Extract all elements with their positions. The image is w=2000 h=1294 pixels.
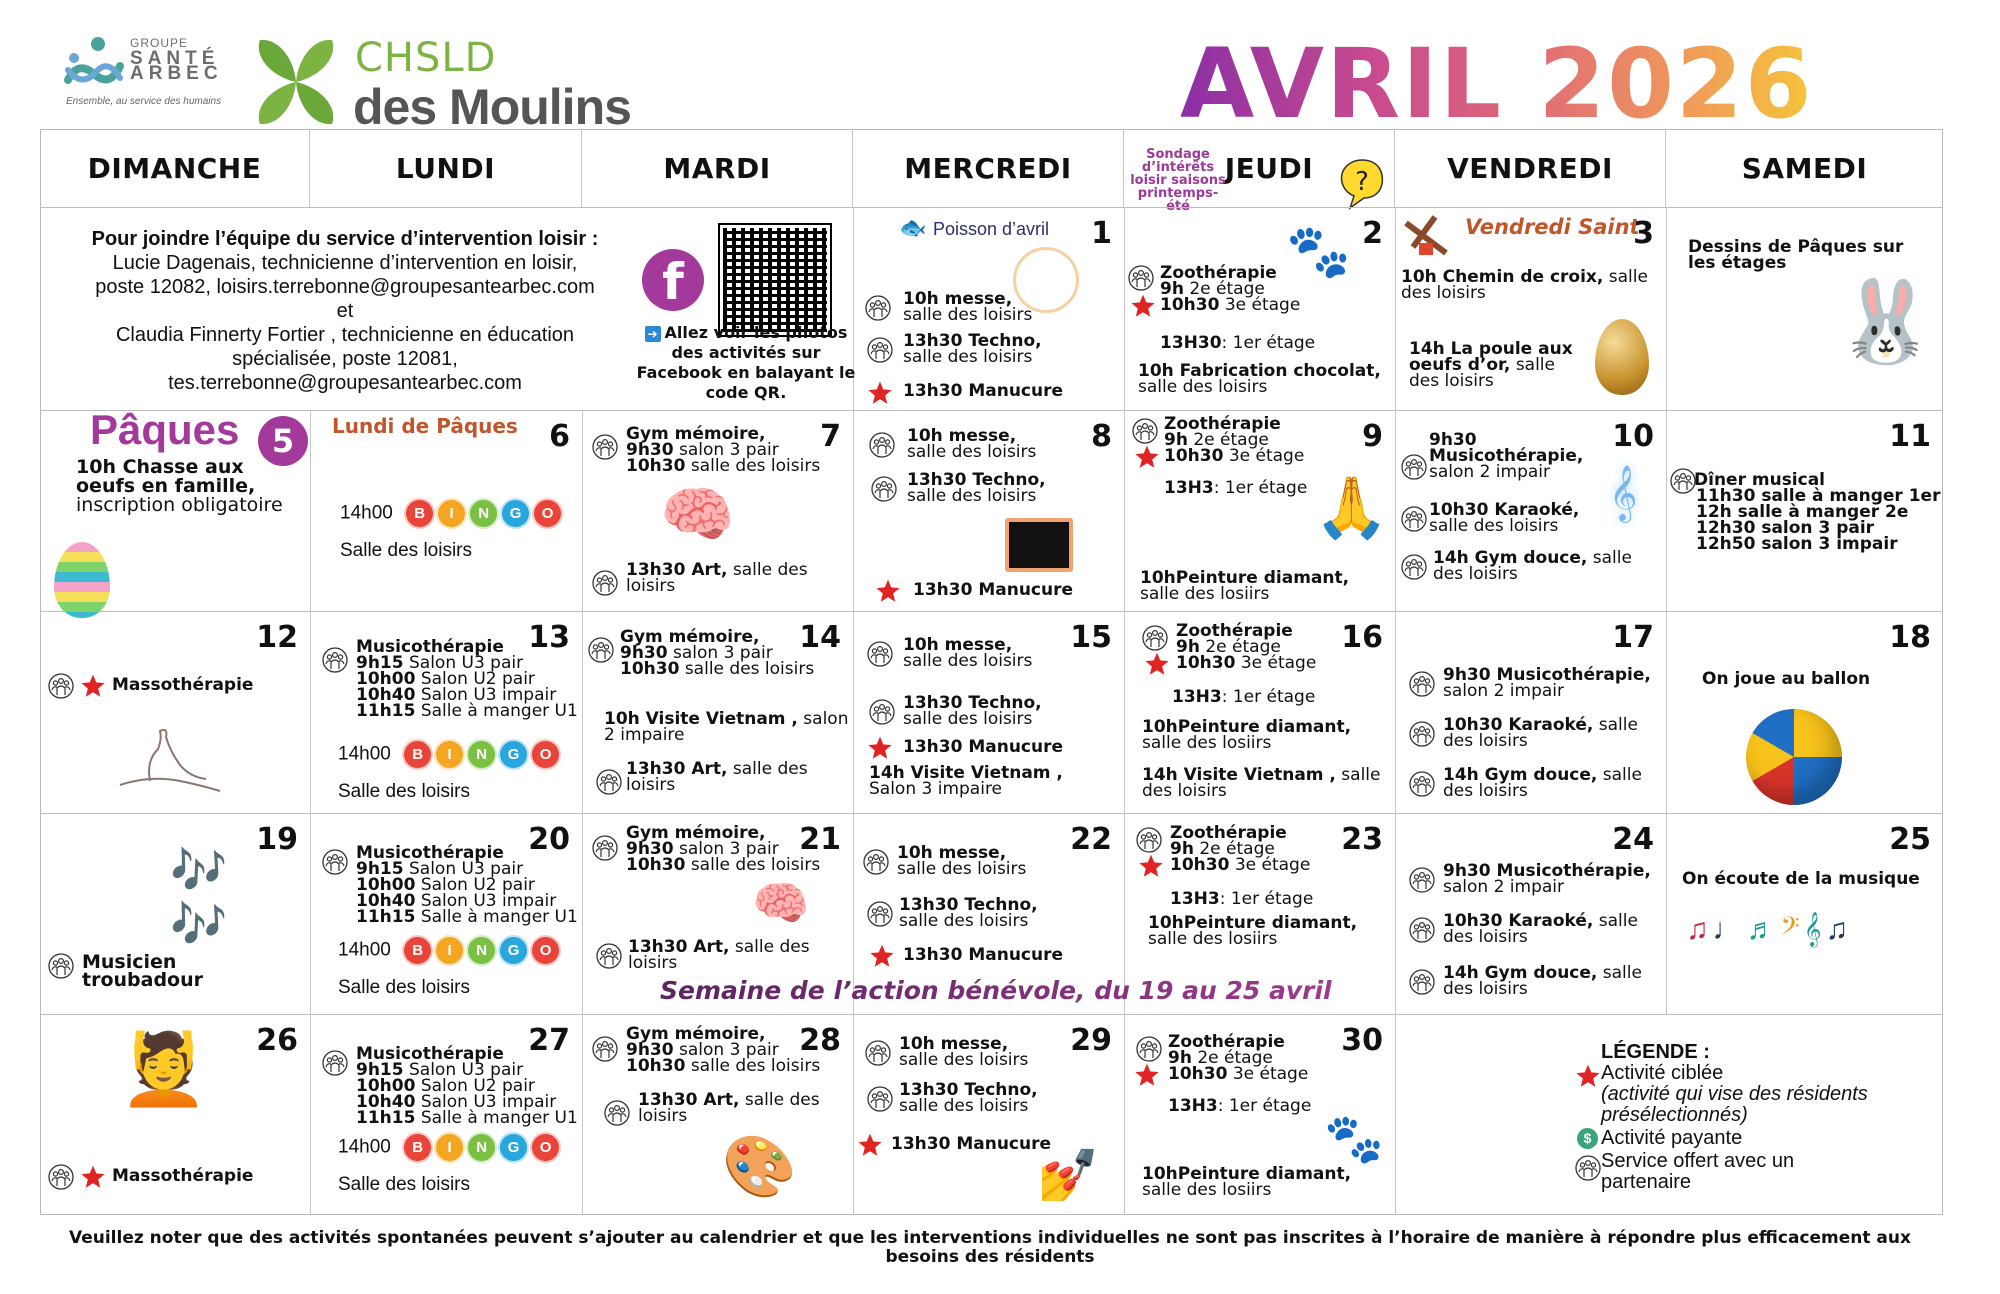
survey-note: Sondage d’intérêts loisir saisons printemps-été	[1130, 147, 1226, 214]
paw-print-icon: 🐾	[1324, 1113, 1384, 1166]
facility-name-line1: CHSLD	[355, 35, 497, 81]
day-number: 7	[820, 419, 841, 454]
event-art: 13h30 Art, salle des loisirs	[638, 1090, 820, 1126]
bingo-event: 14h00 B I N G O	[338, 1132, 561, 1163]
event-ballon: On joue au ballon	[1702, 669, 1871, 689]
star-icon	[1130, 293, 1156, 319]
day-cell-17	[1395, 611, 1666, 813]
day-cell-4	[1666, 207, 1943, 410]
day-cell-30	[1124, 1014, 1395, 1215]
day-cell-10	[1395, 410, 1666, 611]
day-cell-1	[853, 207, 1124, 410]
bingo-room: Salle des loisirs	[338, 781, 470, 802]
day-number: 16	[1341, 620, 1383, 655]
golden-egg-icon	[1595, 319, 1649, 395]
partner-icon	[588, 637, 614, 663]
event-gym-memoire: Gym mémoire, 9h30 salon 3 pair 10h30 salle des loisirs	[626, 424, 821, 476]
partner-icon	[1575, 1155, 1601, 1181]
partner-icon	[1136, 827, 1162, 853]
day-cell-9	[1124, 410, 1395, 611]
event-zootherapie: Zoothérapie 9h 2e étage 10h30 3e étage	[1160, 263, 1301, 315]
event-musicotherapie: Musicothérapie 9h15 Salon U3 pair 10h00 Salon U2 pair 10h40 Salon U3 impair 11h15 Salle à manger U1	[356, 637, 578, 721]
day-header-wednesday: MERCREDI	[853, 129, 1124, 207]
partner-icon	[871, 476, 897, 502]
partner-icon	[1136, 1036, 1162, 1062]
event-zootherapie-afternoon: 13H3: 1er étage	[1172, 687, 1316, 707]
day-header-monday: LUNDI	[310, 129, 582, 207]
question-bubble-icon	[1338, 158, 1386, 210]
legend-paid: $ Activité payante	[1575, 1128, 1875, 1149]
day-number: 18	[1889, 620, 1931, 655]
bingo-room: Salle des loisirs	[338, 977, 470, 998]
partner-icon	[1409, 771, 1435, 797]
brain-lifting-icon: 🧠	[752, 877, 810, 929]
event-techno: 13h30 Techno, salle des loisirs	[903, 331, 1042, 367]
day-number: 13	[528, 620, 570, 655]
day-number: 10	[1612, 419, 1654, 454]
event-zootherapie-afternoon: 13H30: 1er étage	[1160, 333, 1316, 353]
event-zootherapie-afternoon: 13H3: 1er étage	[1170, 889, 1314, 909]
event-diner-musical: Dîner musical 11h30 salle à manger 1er 12h salle à manger 2e 12h30 salon 3 pair 12h50 salon 3 impair	[1694, 470, 1941, 554]
groupe-sante-arbec-logo	[64, 30, 249, 108]
music-staff-icon: ♫♩♬𝄢𝄞♫	[1686, 913, 1853, 946]
easter-banner: Pâques	[90, 406, 240, 453]
day-number: 19	[256, 822, 298, 857]
event-musicotherapie: Musicothérapie 9h15 Salon U3 pair 10h00 Salon U2 pair 10h40 Salon U3 impair 11h15 Salle à manger U1	[356, 843, 578, 927]
april-fools-banner: Poisson d’avril	[933, 219, 1050, 239]
day-number: 30	[1341, 1023, 1383, 1058]
day-number: 6	[549, 419, 570, 454]
legend-partner: Service offert avec un partenaire	[1575, 1151, 1875, 1193]
star-icon	[1134, 444, 1160, 470]
day-number: 28	[799, 1023, 841, 1058]
cross-icon	[1401, 213, 1451, 259]
bingo-event: 14h00 B I N G O	[340, 498, 563, 529]
day-cell-18	[1666, 611, 1943, 813]
event-gym-memoire: Gym mémoire, 9h30 salon 3 pair 10h30 salle des loisirs	[626, 1024, 821, 1076]
facebook-cta: ➔ Allez voir les photos des activités sur Facebook en balayant le code QR.	[636, 323, 856, 402]
event-peinture-diamant: 10hPeinture diamant, salle des losiirs	[1142, 717, 1352, 753]
event-zootherapie: Zoothérapie 9h 2e étage 10h30 3e étage	[1164, 414, 1305, 466]
day-number: 17	[1612, 620, 1654, 655]
event-manucure: 13h30 Manucure	[891, 1134, 1052, 1154]
star-icon	[869, 943, 895, 969]
easter-monday-banner: Lundi de Pâques	[332, 414, 518, 438]
legend	[1395, 1014, 1943, 1215]
event-art: 13h30 Art, salle des loisirs	[628, 937, 810, 973]
day-cell-15	[853, 611, 1124, 813]
partner-icon	[867, 641, 893, 667]
partner-icon	[1409, 671, 1435, 697]
day-cell-29	[853, 1014, 1124, 1215]
event-musicotherapie: 9h30 Musicothérapie, salon 2 impair	[1429, 430, 1584, 482]
event-musicotherapie: Musicothérapie 9h15 Salon U3 pair 10h00 Salon U2 pair 10h40 Salon U3 impair 11h15 Salle à manger U1	[356, 1044, 578, 1128]
day-number: 2	[1362, 216, 1383, 251]
event-karaoke: 10h30 Karaoké, salle des loisirs	[1443, 715, 1638, 751]
event-zootherapie-afternoon: 13H3: 1er étage	[1168, 1096, 1312, 1116]
bingo-logo: B I N G O	[402, 935, 561, 966]
day-cell-7	[582, 410, 853, 611]
gsa-logo-icon	[64, 36, 124, 94]
event-techno: 13h30 Techno, salle des loisirs	[907, 470, 1046, 506]
event-gym-douce: 14h Gym douce, salle des loisirs	[1443, 963, 1642, 999]
event-karaoke: 10h30 Karaoké, salle des loisirs	[1429, 500, 1580, 536]
event-dessins-paques: Dessins de Pâques sur les étages	[1688, 237, 1904, 273]
day-number: 5	[258, 416, 308, 466]
partner-icon	[48, 673, 74, 699]
partner-icon	[867, 337, 893, 363]
event-zootherapie: Zoothérapie 9h 2e étage 10h30 3e étage	[1170, 823, 1311, 875]
day-cell-5	[40, 406, 310, 611]
event-peinture-diamant: 10hPeinture diamant, salle des losiirs	[1142, 1164, 1352, 1200]
partner-icon	[592, 835, 618, 861]
facility-name-line2: des Moulins	[353, 79, 631, 135]
event-gym-douce: 14h Gym douce, salle des loisirs	[1433, 548, 1632, 584]
event-visite-vietnam: 14h Visite Vietnam , Salon 3 impaire	[869, 763, 1063, 799]
day-cell-2	[1124, 207, 1395, 410]
event-messe: 10h messe, salle des loisirs	[903, 289, 1033, 325]
bingo-room: Salle des loisirs	[338, 1174, 470, 1195]
partner-icon	[869, 432, 895, 458]
art-palette-icon: 🎨	[722, 1133, 797, 1200]
day-cell-6	[310, 410, 582, 611]
bingo-event: 14h00 B I N G O	[338, 739, 561, 770]
bingo-room: Salle des loisirs	[340, 540, 472, 561]
day-cell-24	[1395, 813, 1666, 1014]
event-chocolat: 10h Fabrication chocolat, salle des loisirs	[1138, 361, 1381, 397]
partner-icon	[867, 901, 893, 927]
day-cell-20	[310, 813, 582, 1014]
day-number: 20	[528, 822, 570, 857]
partner-icon	[1401, 506, 1427, 532]
day-number: 14	[799, 620, 841, 655]
gsa-tagline: Ensemble, au service des humains	[66, 96, 222, 107]
event-manucure: 13h30 Manucure	[913, 580, 1074, 600]
day-cell-3	[1395, 207, 1666, 410]
day-cell-27	[310, 1014, 582, 1215]
star-icon	[867, 735, 893, 761]
day-number: 9	[1362, 419, 1383, 454]
event-massotherapie: Massothérapie	[112, 675, 254, 695]
easter-bunny-icon: 🐰	[1836, 277, 1936, 366]
partner-icon	[1670, 468, 1696, 494]
tablet-icon	[1005, 518, 1073, 572]
event-musicotherapie: 9h30 Musicothérapie, salon 2 impair	[1443, 861, 1651, 897]
day-cell-16	[1124, 611, 1395, 813]
bingo-event: 14h00 B I N G O	[338, 935, 561, 966]
day-cell-19	[40, 813, 310, 1014]
music-notes-icon: 🎶 🎶	[170, 844, 228, 950]
star-icon	[1134, 1062, 1160, 1088]
bingo-logo: B I N G O	[402, 739, 561, 770]
event-gym-memoire: Gym mémoire, 9h30 salon 3 pair 10h30 salle des loisirs	[626, 823, 821, 875]
partner-icon	[1409, 721, 1435, 747]
partner-icon	[322, 849, 348, 875]
day-cell-26	[40, 1014, 310, 1215]
event-visite-vietnam: 14h Visite Vietnam , salle des loisirs	[1142, 765, 1381, 801]
partner-icon	[48, 953, 74, 979]
event-messe: 10h messe, salle des loisirs	[899, 1034, 1029, 1070]
day-header-thursday: JEUDI	[1124, 129, 1395, 207]
day-cell-28	[582, 1014, 853, 1215]
day-number: 21	[799, 822, 841, 857]
day-cell-11	[1666, 410, 1943, 611]
partner-icon	[1409, 917, 1435, 943]
event-messe: 10h messe, salle des loisirs	[907, 426, 1037, 462]
gsa-wordmark: GROUPE SANTÉ ARBEC	[130, 36, 223, 84]
partner-icon	[1132, 418, 1158, 444]
event-chemin-de-croix: 10h Chemin de croix, salle des loisirs	[1401, 267, 1648, 303]
contact-info-cell	[40, 207, 856, 410]
massage-therapist-icon: 💆	[120, 1030, 208, 1108]
footer-note: Veuillez noter que des activités spontanées peuvent s’ajouter au calendrier et que les interventions individuelles ne sont pas inscrites à l’horaire de manière à répondre plus efficacement aux besoins des résidents	[69, 1228, 1911, 1267]
event-manucure: 13h30 Manucure	[903, 381, 1064, 401]
event-peinture-diamant: 10hPeinture diamant, salle des losiirs	[1148, 913, 1358, 949]
partner-icon	[863, 849, 889, 875]
event-manucure: 13h30 Manucure	[903, 945, 1064, 965]
day-number: 12	[256, 620, 298, 655]
event-peinture-diamant: 10hPeinture diamant, salle des losiirs	[1140, 568, 1350, 604]
event-zootherapie-afternoon: 13H3: 1er étage	[1164, 478, 1308, 498]
day-header-tuesday: MARDI	[582, 129, 853, 207]
star-icon	[1138, 853, 1164, 879]
star-icon	[1575, 1063, 1601, 1089]
partner-icon	[48, 1164, 74, 1190]
contact-info: Pour joindre l’équipe du service d’intervention loisir : Lucie Dagenais, technicienne d’intervention en loisir, poste 12082, loisirs.terrebonne@groupesantearbec.com et Claudia Finnerty Fortier , technicienne en éducation spécialisée, poste 12081, tes.terrebonne@groupesantearbec.com	[91, 228, 599, 394]
partner-icon	[322, 1050, 348, 1076]
day-number: 25	[1889, 822, 1931, 857]
day-number: 24	[1612, 822, 1654, 857]
day-cell-8	[853, 410, 1124, 611]
partner-icon	[867, 1086, 893, 1112]
star-icon	[80, 673, 106, 699]
legend-title: LÉGENDE :	[1601, 1041, 1710, 1063]
event-musicien-troubadour: Musicien troubadour	[82, 951, 204, 991]
arrow-right-icon: ➔	[645, 326, 661, 342]
day-number: 1	[1091, 216, 1112, 251]
day-number: 8	[1091, 419, 1112, 454]
event-poule-oeufs-or: 14h La poule aux oeufs d’or, salle des loisirs	[1409, 339, 1573, 391]
easter-egg-icon	[54, 542, 110, 618]
star-icon	[1144, 651, 1170, 677]
nail-polish-icon: 💅	[1037, 1147, 1100, 1203]
event-musique: On écoute de la musique	[1682, 869, 1920, 889]
star-icon	[867, 380, 893, 406]
partner-icon	[592, 570, 618, 596]
event-visite-vietnam: 10h Visite Vietnam , salon 2 impaire	[604, 709, 849, 745]
event-karaoke: 10h30 Karaoké, salle des loisirs	[1443, 911, 1638, 947]
day-number: 11	[1889, 419, 1931, 454]
day-number: 27	[528, 1023, 570, 1058]
partner-icon	[322, 647, 348, 673]
qr-code[interactable]	[720, 225, 830, 335]
day-number: 29	[1070, 1023, 1112, 1058]
partner-icon	[865, 1040, 891, 1066]
dollar-icon: $	[1577, 1128, 1598, 1149]
star-icon	[80, 1164, 106, 1190]
day-header-sunday: DIMANCHE	[40, 129, 310, 207]
chsld-clover-logo-icon	[250, 36, 342, 128]
partner-icon	[596, 769, 622, 795]
partner-icon	[1401, 554, 1427, 580]
partner-icon	[604, 1100, 630, 1126]
beach-ball-icon	[1746, 709, 1842, 805]
day-cell-12	[40, 611, 310, 813]
facebook-icon[interactable]: f	[642, 249, 704, 311]
svg-text:?: ?	[1355, 167, 1369, 197]
star-icon	[857, 1132, 883, 1158]
treble-clef-icon: 𝄞	[1609, 467, 1638, 520]
event-techno: 13h30 Techno, salle des loisirs	[903, 693, 1042, 729]
partner-icon	[869, 699, 895, 725]
bingo-logo: B I N G O	[402, 1132, 561, 1163]
event-art: 13h30 Art, salle des loisirs	[626, 560, 808, 596]
partner-icon	[1128, 265, 1154, 291]
day-cell-25	[1666, 813, 1943, 1014]
event-techno: 13h30 Techno, salle des loisirs	[899, 1080, 1038, 1116]
event-messe: 10h messe, salle des loisirs	[903, 635, 1033, 671]
legend-targeted: Activité ciblée (activité qui vise des résidents présélectionnés)	[1575, 1063, 1875, 1126]
event-manucure: 13h30 Manucure	[903, 737, 1064, 757]
day-header-saturday: SAMEDI	[1741, 151, 1868, 185]
partner-icon	[1401, 454, 1427, 480]
event-zootherapie: Zoothérapie 9h 2e étage 10h30 3e étage	[1168, 1032, 1309, 1084]
day-cell-14	[582, 611, 853, 813]
event-messe: 10h messe, salle des loisirs	[897, 843, 1027, 879]
brain-lifting-icon: 🧠	[660, 481, 735, 548]
bingo-logo: B I N G O	[404, 498, 563, 529]
partner-icon	[1142, 625, 1168, 651]
partner-icon	[1409, 969, 1435, 995]
event-art: 13h30 Art, salle des loisirs	[626, 759, 808, 795]
partner-icon	[592, 1036, 618, 1062]
event-musicotherapie: 9h30 Musicothérapie, salon 2 impair	[1443, 665, 1651, 701]
volunteer-week-banner: Semaine de l’action bénévole, du 19 au 25 avril	[660, 976, 1332, 1005]
event-techno: 13h30 Techno, salle des loisirs	[899, 895, 1038, 931]
day-header-friday: VENDREDI	[1395, 129, 1666, 207]
good-friday-banner: Vendredi Saint	[1465, 215, 1640, 239]
day-number: 23	[1341, 822, 1383, 857]
paw-print-icon: 🐾	[1286, 223, 1351, 281]
day-number: 26	[256, 1023, 298, 1058]
event-gym-douce: 14h Gym douce, salle des loisirs	[1443, 765, 1642, 801]
fish-icon: 🐟	[899, 215, 927, 240]
day-number: 15	[1070, 620, 1112, 655]
event-chasse-oeufs: 10h Chasse aux oeufs en famille, inscription obligatoire	[76, 456, 283, 516]
day-number: 3	[1633, 216, 1654, 251]
day-cell-13	[310, 611, 582, 813]
star-icon	[875, 578, 901, 604]
page-title: AVRIL 2026	[1180, 28, 1814, 140]
day-number: 22	[1070, 822, 1112, 857]
event-massotherapie: Massothérapie	[112, 1166, 254, 1186]
partner-icon	[1409, 867, 1435, 893]
event-zootherapie: Zoothérapie 9h 2e étage 10h30 3e étage	[1176, 621, 1317, 673]
high-five-hands-icon: 🙏	[1314, 474, 1389, 541]
partner-icon	[596, 943, 622, 969]
event-gym-memoire: Gym mémoire, 9h30 salon 3 pair 10h30 salle des loisirs	[620, 627, 815, 679]
massage-icon	[110, 721, 230, 801]
partner-icon	[592, 434, 618, 460]
partner-icon	[865, 295, 891, 321]
